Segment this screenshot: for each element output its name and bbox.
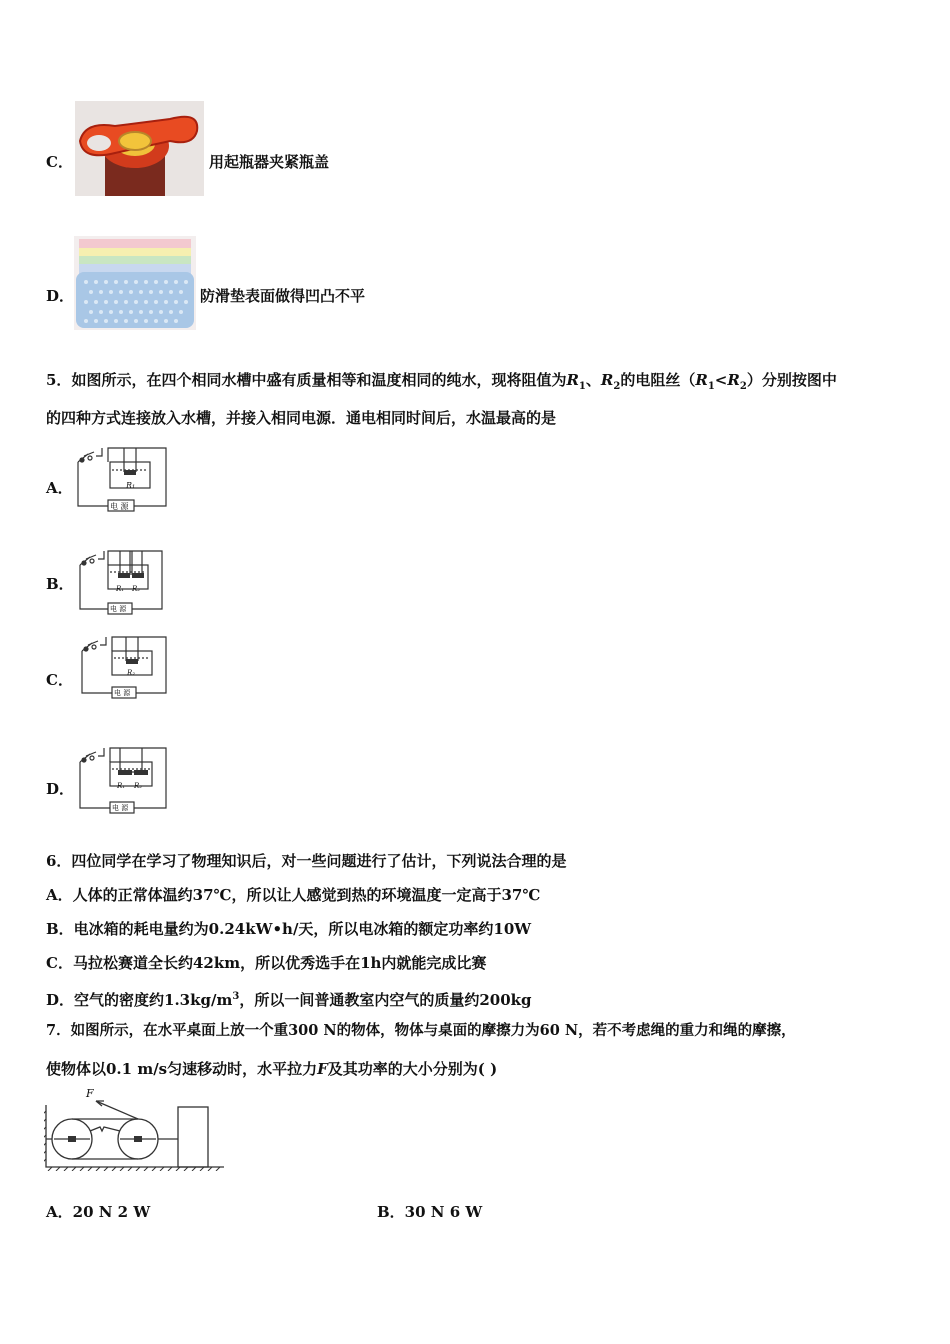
q7-stem-line2-post: 及其功率的大小分别为( ) [327,1060,498,1078]
cmp-r2-subscript: 2 [739,381,747,392]
circuit-b-resistor-2-label: R₂ [132,585,141,593]
diagram-force-label: F [86,1087,94,1100]
circuit-b-resistor-1-label: R₁ [116,585,125,593]
q6-option-c: C．马拉松赛道全长约42km，所以优秀选手在1h内就能完成比赛 [46,954,487,972]
q5-stem-line1 [46,370,837,397]
circuit-d-resistor-1-label: R₁ [117,782,126,790]
circuit-d-diagram [76,744,170,814]
q4-option-d-text: 防滑垫表面做得凹凸不平 [200,287,366,305]
q5-stem-b: 的电阻丝（ [620,371,696,389]
q7-stem-line2 [46,1059,497,1079]
cmp-r2-symbol: R [727,371,740,389]
cmp-r1-subscript: 1 [707,381,715,392]
q6-option-d-sup: 3 [232,991,240,1002]
circuit-c-power-label: 电 源 [114,689,131,697]
anti-slip-mat-photo [74,236,196,330]
q7-option-b: B．30 N 6 W [377,1203,483,1221]
q5-stem-a: 如图所示，在四个相同水槽中盛有质量相等和温度相同的纯水，现将阻值为 [71,371,567,389]
pulley-system-diagram [44,1087,226,1171]
less-than-sign: < [714,371,728,389]
q4-option-c-text: 用起瓶器夹紧瓶盖 [209,153,330,171]
cmp-r1-symbol: R [695,371,708,389]
circuit-a-resistor-label: R₁ [126,481,136,490]
q5-option-c-label: C． [46,671,73,689]
q5-option-a-label: A． [46,479,73,497]
r1-subscript: 1 [578,381,586,392]
r2-symbol: R [600,371,614,389]
circuit-b-diagram [76,549,166,615]
q6-stem: 6．四位同学在学习了物理知识后，对一些问题进行了估计，下列说法合理的是 [46,852,567,870]
q7-stem-line2-pre: 使物体以0.1 m/s匀速移动时，水平拉力 [46,1060,318,1078]
q7-force-symbol: F [317,1060,328,1078]
r2-subscript: 2 [613,381,621,392]
circuit-c-resistor-label: R₂ [127,669,136,677]
circuit-c-diagram [78,633,170,701]
circuit-b-power-label: 电 源 [110,605,127,613]
q5-option-b-label: B． [46,575,74,593]
q6-option-a: A．人体的正常体温约37℃，所以让人感觉到热的环境温度一定高于37℃ [46,886,541,904]
circuit-a-diagram [74,444,170,516]
circuit-d-power-label: 电 源 [112,804,129,812]
q6-option-b: B．电冰箱的耗电量约为0.24kW•h/天，所以电冰箱的额定功率约10W [46,920,532,938]
circuit-d-resistor-2-label: R₂ [134,782,143,790]
q6-option-d [46,987,532,1010]
q5-stem-c: ）分别按图中 [746,371,837,389]
q7-stem-line1: 7．如图所示，在水平桌面上放一个重300 N的物体，物体与桌面的摩擦力为60 N，若不考虑绳的重力和绳的摩擦， [46,1022,796,1039]
q4-option-c-label: C． [46,153,73,171]
q5-stem-line2: 的四种方式连接放入水槽，并接入相同电源．通电相同时间后，水温最高的是 [46,409,557,427]
q6-option-d-post: ，所以一间普通教室内空气的质量约200kg [239,991,532,1009]
r1-symbol: R [566,371,579,389]
bottle-opener-photo [75,101,204,196]
q7-option-a: A．20 N 2 W [46,1203,151,1221]
q5-sep: 、 [585,371,601,389]
q5-option-d-label: D． [46,780,75,798]
q6-option-d-pre: D．空气的密度约1.3kg/m [46,991,233,1009]
q4-option-d-label: D． [46,287,75,305]
q5-number: 5． [46,371,72,389]
circuit-a-power-label: 电 源 [110,502,129,511]
